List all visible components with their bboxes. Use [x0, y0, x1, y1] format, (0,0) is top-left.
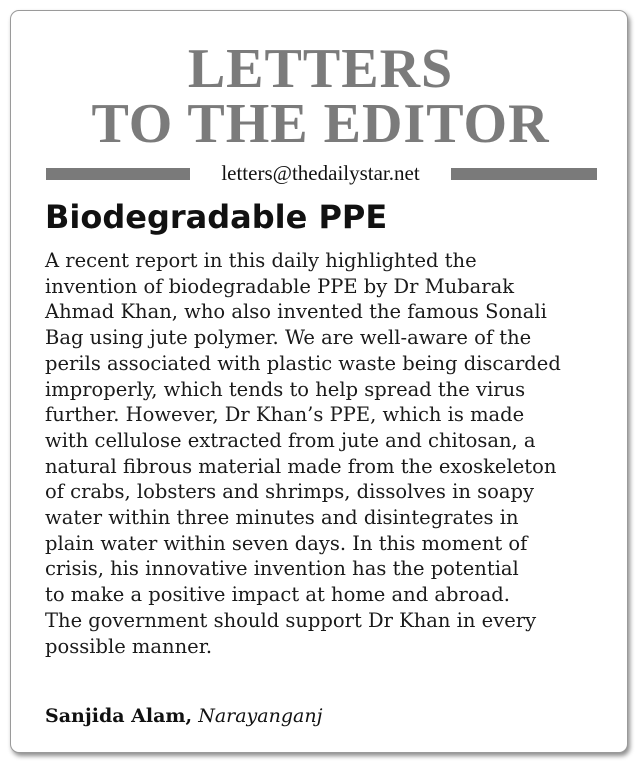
letter-body	[45, 248, 605, 659]
author-name: Sanjida Alam,	[45, 705, 193, 727]
letter-body-line: invention of biodegradable PPE by Dr Mubarak	[45, 274, 515, 298]
letter-body-line: water within three minutes and disintegrates in	[45, 506, 519, 530]
letter-body-line: further. However, Dr Khan’s PPE, which is made	[45, 403, 525, 427]
letter-body-line: The government should support Dr Khan in every	[45, 608, 537, 632]
letter-body-line: possible manner.	[45, 634, 213, 658]
editor-email: letters@thedailystar.net	[221, 161, 420, 185]
letter-body-line: natural fibrous material made from the exoskeleton	[45, 454, 557, 478]
letter-body-line: of crabs, lobsters and shrimps, dissolves in soapy	[45, 480, 534, 504]
author-location: Narayanganj	[198, 705, 323, 727]
letter-body-line: Bag using jute polymer. We are well-aware of the	[45, 326, 532, 350]
letter-body-line: A recent report in this daily highlighted the	[45, 249, 477, 272]
letter-body-line: to make a positive impact at home and abroad.	[45, 583, 510, 607]
letter-body-line: crisis, his innovative invention has the potential	[45, 557, 519, 581]
letter-headline: Biodegradable PPE	[45, 198, 388, 236]
letter-body-line: with cellulose extracted from jute and chitosan, a	[45, 428, 536, 452]
letter-body-line: plain water within seven days. In this moment of	[45, 531, 528, 555]
letter-body-line: perils associated with plastic waste being discarded	[45, 351, 561, 375]
section-title-line-2: TO THE EDITOR	[91, 93, 550, 155]
letter-body-line: improperly, which tends to help spread the virus	[45, 377, 526, 401]
section-title-line-1: LETTERS	[187, 38, 454, 100]
divider-right	[451, 168, 597, 180]
divider-left	[46, 168, 190, 180]
letter-body-line: Ahmad Khan, who also invented the famous Sonali	[45, 300, 547, 324]
letter-signature	[45, 703, 322, 729]
